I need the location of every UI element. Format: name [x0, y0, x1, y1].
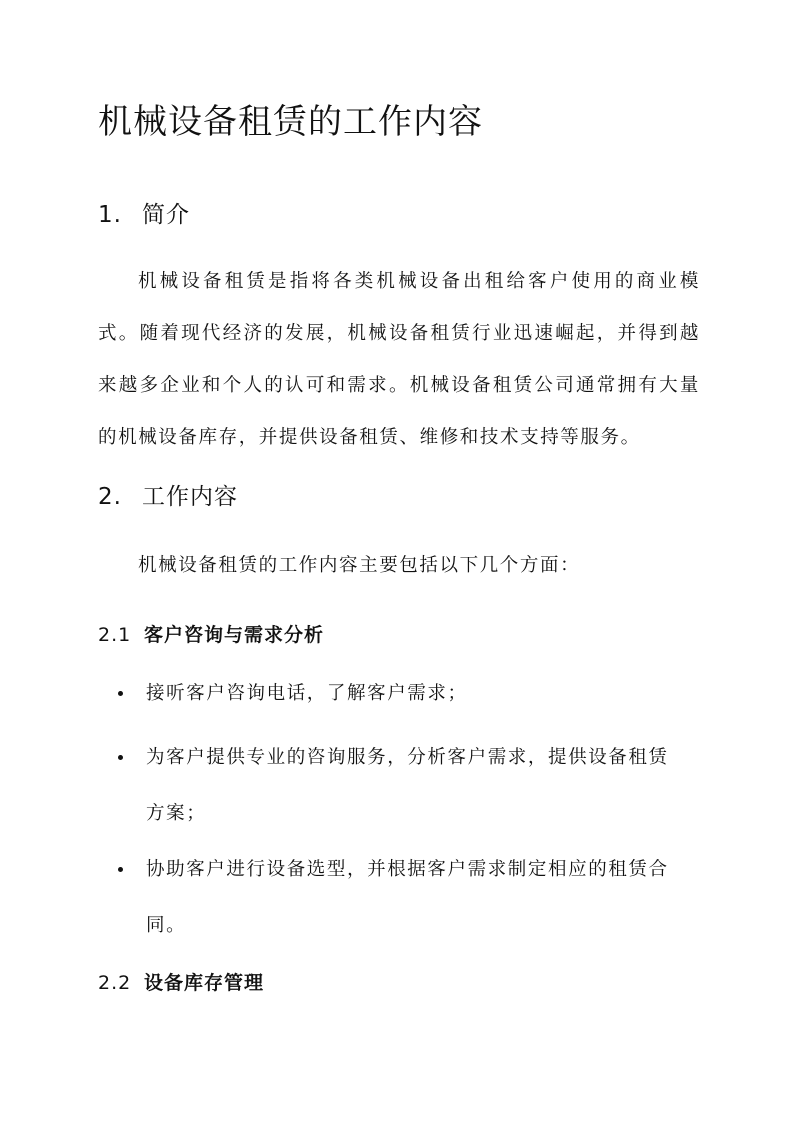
bullet-icon	[118, 691, 123, 696]
section-number: 2.	[98, 484, 122, 510]
bullet-icon	[118, 755, 123, 760]
section-title: 工作内容	[142, 484, 238, 510]
work-content-paragraph: 机械设备租赁的工作内容主要包括以下几个方面：	[138, 555, 581, 576]
list-item-text: 协助客户进行设备选型，并根据客户需求制定相应的租赁合同。	[146, 859, 669, 936]
intro-paragraph: 机械设备租赁是指将各类机械设备出租给客户使用的商业模式。随着现代经济的发展，机械设备租赁行业迅速崛起，并得到越来越多企业和个人的认可和需求。机械设备租赁公司通常拥有大量的机械设备库存，并提供设备租赁、维修和技术支持等服务。	[98, 271, 700, 448]
list-item	[118, 842, 678, 954]
section-title: 简介	[142, 202, 190, 228]
list-item	[118, 730, 678, 842]
bullet-icon	[118, 867, 123, 872]
subsection-heading-inventory	[98, 968, 264, 995]
list-item-text: 为客户提供专业的咨询服务，分析客户需求，提供设备租赁方案；	[146, 747, 669, 824]
subsection-heading-customer-consulting	[98, 620, 324, 647]
subsection-title: 客户咨询与需求分析	[144, 624, 325, 646]
subsection-number: 2.1	[98, 624, 132, 646]
document-title: 机械设备租赁的工作内容	[98, 102, 483, 142]
section-number: 1.	[98, 202, 122, 228]
section-heading-intro	[98, 196, 190, 229]
list-item	[118, 666, 678, 722]
subsection-number: 2.2	[98, 972, 132, 994]
section-heading-work-content	[98, 478, 238, 511]
subsection-title: 设备库存管理	[144, 972, 265, 994]
list-item-text: 接听客户咨询电话，了解客户需求；	[146, 683, 468, 704]
